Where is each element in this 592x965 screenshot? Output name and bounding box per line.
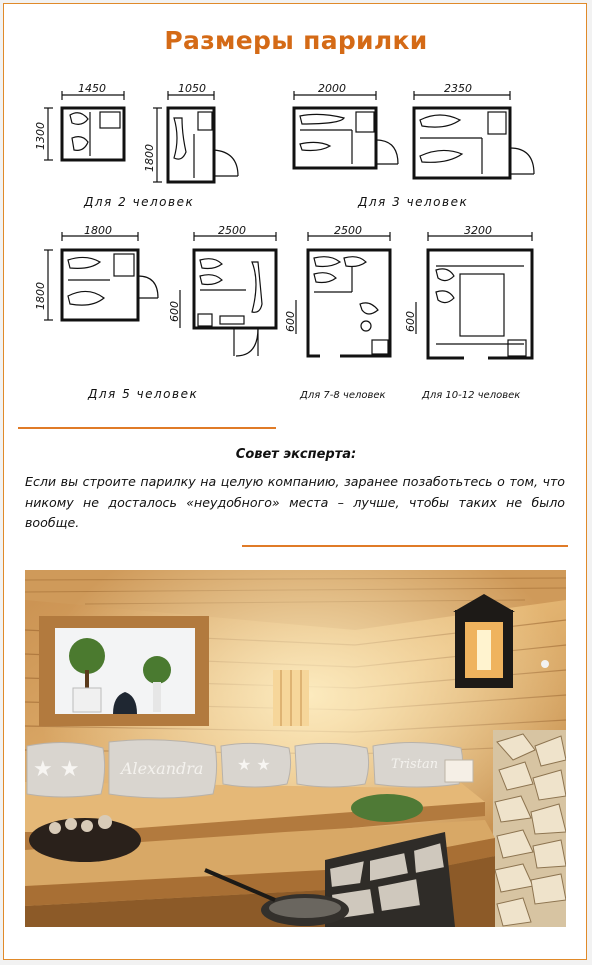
dim-label: 3200	[464, 224, 492, 237]
page-title: Размеры парилки	[164, 26, 428, 55]
dim-label: 1300	[34, 122, 47, 150]
dim-label: 1800	[84, 224, 112, 237]
plan-10-12-persons	[416, 232, 532, 358]
plan-caption: Для 10-12 человек	[422, 390, 521, 401]
dim-label: 2350	[444, 82, 472, 95]
divider-top	[18, 427, 276, 429]
plan-5-persons	[44, 232, 158, 320]
plan-caption: Для 7-8 человек	[300, 390, 386, 401]
dim-label: 1450	[78, 82, 106, 95]
plan-2-persons-narrow	[153, 91, 238, 182]
dim-label: 2500	[218, 224, 246, 237]
plan-3-persons-small	[294, 91, 398, 168]
dim-label: 1800	[143, 144, 156, 172]
dim-label: 2000	[318, 82, 346, 95]
pillow-name: Tristan	[391, 757, 439, 772]
plan-7-8-persons	[296, 232, 390, 356]
expert-text: Если вы строите парилку на целую компанию, заранее позаботьтесь о том, что никому не досталось «неудобного» места – лучше, чтобы таких не было вообще.	[25, 474, 565, 530]
svg-text:★ ★: ★ ★	[33, 757, 80, 782]
dim-label: 600	[284, 311, 297, 332]
dim-label: 600	[168, 301, 181, 322]
sauna-photo	[25, 570, 566, 927]
plan-3-persons-large	[414, 91, 534, 178]
plan-caption: Для 5 человек	[88, 387, 199, 401]
divider-bottom	[242, 545, 568, 547]
dim-label: 1050	[178, 82, 206, 95]
dim-label: 1800	[34, 282, 47, 310]
expert-heading: Совет эксперта:	[235, 447, 357, 462]
floor-plans-drawing	[0, 70, 592, 410]
plan-7-persons-a	[180, 232, 276, 356]
dim-label: 2500	[334, 224, 362, 237]
dim-label: 600	[404, 311, 417, 332]
plan-2-persons-small	[44, 91, 124, 160]
svg-text:★ ★: ★ ★	[237, 755, 271, 774]
plan-caption: Для 3 человек	[358, 195, 469, 209]
plan-caption: Для 2 человек	[84, 195, 195, 209]
pillow-name: Alexandra	[121, 759, 204, 778]
